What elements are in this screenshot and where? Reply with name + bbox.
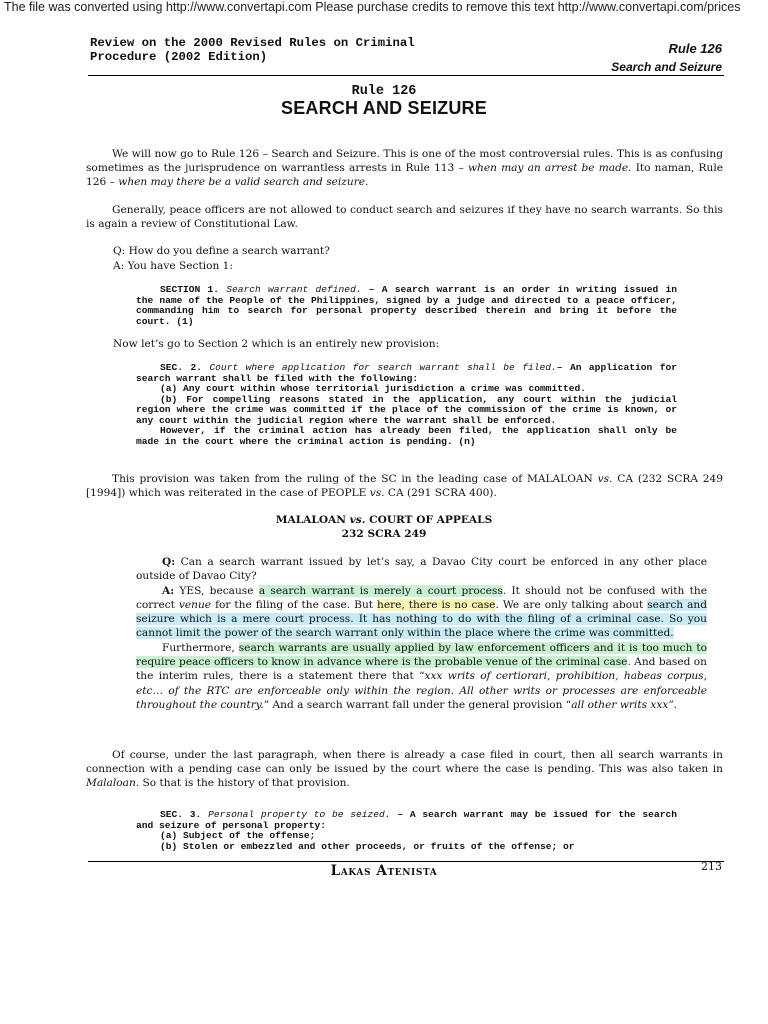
answer-section-1: A: You have Section 1: xyxy=(113,260,233,272)
case-body xyxy=(136,555,707,712)
rule-number: Rule 126 xyxy=(351,84,417,99)
case-question: Q: Can a search warrant issued by let’s say, a Davao City court be enforced in any other place outside of Davao City? xyxy=(136,556,707,583)
footer-publisher: Lakas Atenista xyxy=(330,863,438,879)
case-citation: 232 SCRA 249 xyxy=(341,528,427,540)
section-3-text: SEC. 3. Personal property to be seized. – A search warrant may be issued for the search and seizure of personal property: (a) Subject of the offense; (b) Stolen or embezzled and other proceeds, or fruits of the offense; or xyxy=(136,809,677,852)
section-1-text: SECTION 1. Search warrant defined. – A search warrant is an order in writing issued in the name of the People of the Philippines, signed by a judge and directed to a peace officer, commanding him to search for personal property described therein and bring it before the court. (1) xyxy=(136,284,677,327)
case-heading: MALALOAN vs. COURT OF APPEALS xyxy=(275,514,493,526)
running-header-section xyxy=(611,39,722,77)
header-right-line1: Rule 126 xyxy=(668,41,722,56)
footer-divider xyxy=(88,861,724,862)
paragraph-section-2-intro: Now let’s go to Section 2 which is an entirely new provision: xyxy=(113,338,440,350)
section-2-text: SEC. 2. Court where application for search warrant shall be filed.– An application for search warrant shall be filed with the following: (a) Any court within whose territorial jurisdiction a crime was committed. (b) For compelling reasons stated in the application, any court within the judicial region where the crime was committed if the place of the commission of the crime is known, or any court within the judicial region where the warrant shall be enforced. However, if the criminal action has already been filed, the application shall only be made in the court where the criminal action is pending. (n) xyxy=(136,362,677,447)
case-answer: A: YES, because a search warrant is merely a court process. It should not be confused with the correct venue for the filing of the case. But here, there is no case. We are only talking about search and seizure which is a mere court process. It has nothing to do with the filing of a criminal case. So you cannot limit the power of the search warrant only within the place where the crime was committed. xyxy=(136,584,707,640)
header-right-line2: Search and Seizure xyxy=(611,60,722,74)
paragraph-intro: We will now go to Rule 126 – Search and Seizure. This is one of the most controversial rules. This is as confusing sometimes as the jurisprudence on warrantless arrests in Rule 113 – when may an arrest be made. Ito naman, Rule 126 – when may there be a valid search and seizure. xyxy=(86,148,724,188)
rule-title: SEARCH AND SEIZURE xyxy=(281,98,487,118)
page-number: 213 xyxy=(701,860,722,873)
paragraph-peace-officers: Generally, peace officers are not allowed to conduct search and seizures if they have no search warrants. So this is again a review of Constitutional Law. xyxy=(86,204,723,230)
converter-notice: The file was converted using http://www.convertapi.com Please purchase credits to remove this text http://www.convertapi.com/prices xyxy=(4,0,741,14)
case-furthermore: Furthermore, search warrants are usually applied by law enforcement officers and it is too much to require peace officers to know in advance where is the probable venue of the criminal case. And based on the interim rules, there is a statement there that “xxx writs of certiorari, prohibition, habeas corpus, etc… of the RTC are enforceable only within the region. All other writs or processes are enforceable throughout the country.” And a search warrant fall under the general provision “all other writs xxx”. xyxy=(136,641,707,711)
question-define-warrant: Q: How do you define a search warrant? xyxy=(113,245,330,257)
paragraph-pending-case: Of course, under the last paragraph, when there is already a case filed in court, then all search warrants in connection with a pending case can only be issued by the court where the case is pending. This was also taken in Malaloan. So that is the history of that provision. xyxy=(86,749,723,789)
header-left-line2: Procedure (2002 Edition) xyxy=(90,50,268,64)
header-left-line1: Review on the 2000 Revised Rules on Criminal xyxy=(90,36,415,50)
paragraph-malaloan-origin: This provision was taken from the ruling of the SC in the leading case of MALALOAN vs. CA (232 SCRA 249 [1994]) which was reiterated in the case of PEOPLE vs. CA (291 SCRA 400). xyxy=(86,473,723,499)
header-divider xyxy=(88,75,724,76)
running-header-title xyxy=(90,36,415,64)
